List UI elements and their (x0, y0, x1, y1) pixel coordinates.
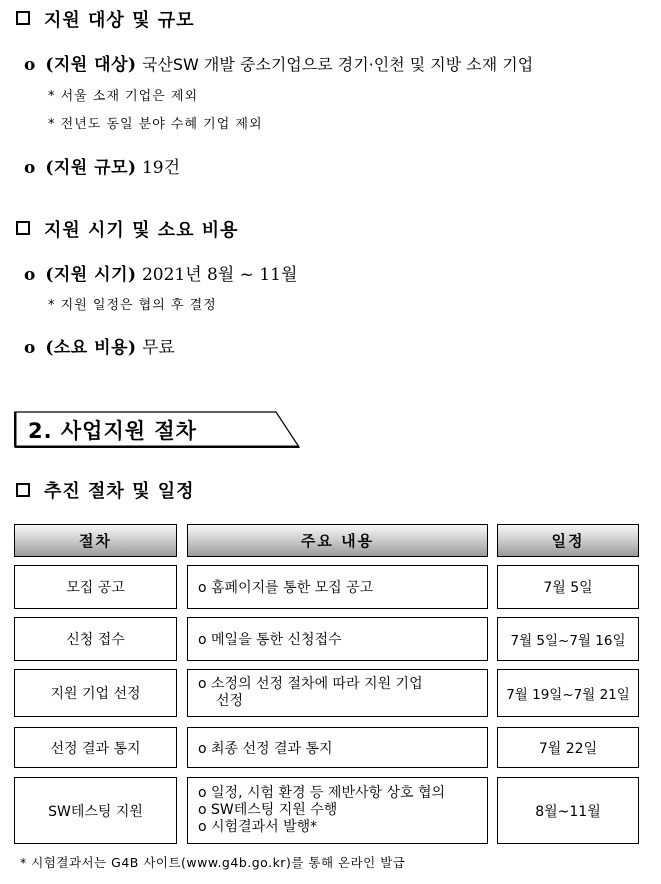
note: * 전년도 동일 분야 수혜 기업 제외 (48, 117, 263, 132)
table-cell-step: 모집 공고 (14, 565, 177, 609)
table-cell-content (187, 565, 488, 609)
bullet-marker: o (24, 338, 36, 358)
table-cell-schedule: 7월 19일~7월 21일 (497, 669, 639, 717)
bullet-item (24, 50, 533, 75)
table-cell-step: 지원 기업 선정 (14, 669, 177, 717)
content-line: o 일정, 시험 환경 등 제반사항 상호 협의 (198, 785, 446, 801)
content-line: o 최종 선정 결과 통지 (198, 740, 333, 757)
table-cell-content (187, 669, 488, 717)
bullet-value: 19건 (141, 158, 181, 178)
table-cell-content (187, 617, 488, 661)
table-cell-schedule: 7월 22일 (497, 727, 639, 768)
content-line: o 시험결과서 발행* (198, 819, 318, 835)
bullet-item (24, 333, 175, 358)
bullet-value: 2021년 8월 ~ 11월 (141, 265, 298, 285)
footnote: * 시험결과서는 G4B 사이트(www.g4b.go.kr)를 통해 온라인 발급 (20, 855, 406, 870)
section-checkbox-icon (16, 221, 30, 235)
section-title: 추진 절차 및 일정 (44, 481, 195, 502)
content-line: o 소정의 선정 절차에 따라 지원 기업 (198, 676, 423, 692)
content-line: o SW테스팅 지원 수행 (198, 802, 338, 818)
section-checkbox-icon (16, 483, 30, 497)
table-cell-step: 신청 접수 (14, 617, 177, 661)
table-header-schedule: 일정 (497, 524, 639, 557)
content-line: o 홈페이지를 통한 모집 공고 (198, 580, 374, 596)
bullet-marker: o (24, 158, 36, 178)
bullet-marker: o (24, 265, 36, 285)
bullet-label: (소요 비용) (45, 338, 137, 358)
bullet-item (24, 260, 297, 285)
section-title: 지원 대상 및 규모 (44, 10, 195, 31)
chapter-header (14, 411, 300, 448)
bullet-label: (지원 규모) (45, 158, 137, 178)
table-cell-step: 선정 결과 통지 (14, 727, 177, 768)
bullet-value: 국산SW 개발 중소기업으로 경기·인천 및 지방 소재 기업 (141, 55, 534, 74)
table-cell-step: SW테스팅 지원 (14, 777, 177, 844)
bullet-value: 무료 (141, 338, 175, 358)
table-cell-schedule: 7월 5일 (497, 565, 639, 609)
section-title: 지원 시기 및 소요 비용 (44, 220, 239, 241)
table-cell-content (187, 777, 488, 844)
content-line: o 메일을 통한 신청접수 (198, 632, 342, 648)
table-cell-schedule: 8월~11월 (497, 777, 639, 844)
bullet-label: (지원 시기) (45, 265, 137, 285)
table-header-step: 절차 (14, 524, 177, 557)
note: * 서울 소재 기업은 제외 (48, 89, 199, 104)
bullet-marker: o (24, 55, 36, 75)
content-line: 선정 (216, 693, 244, 709)
note: * 지원 일정은 협의 후 결정 (48, 298, 217, 313)
table-header-content: 주요 내용 (187, 524, 488, 557)
section-checkbox-icon (16, 11, 30, 25)
table-cell-content (187, 727, 488, 768)
table-cell-schedule: 7월 5일~7월 16일 (497, 617, 639, 661)
chapter-title: 2. 사업지원 절차 (28, 419, 197, 443)
bullet-item (24, 153, 180, 178)
bullet-label: (지원 대상) (45, 55, 137, 75)
